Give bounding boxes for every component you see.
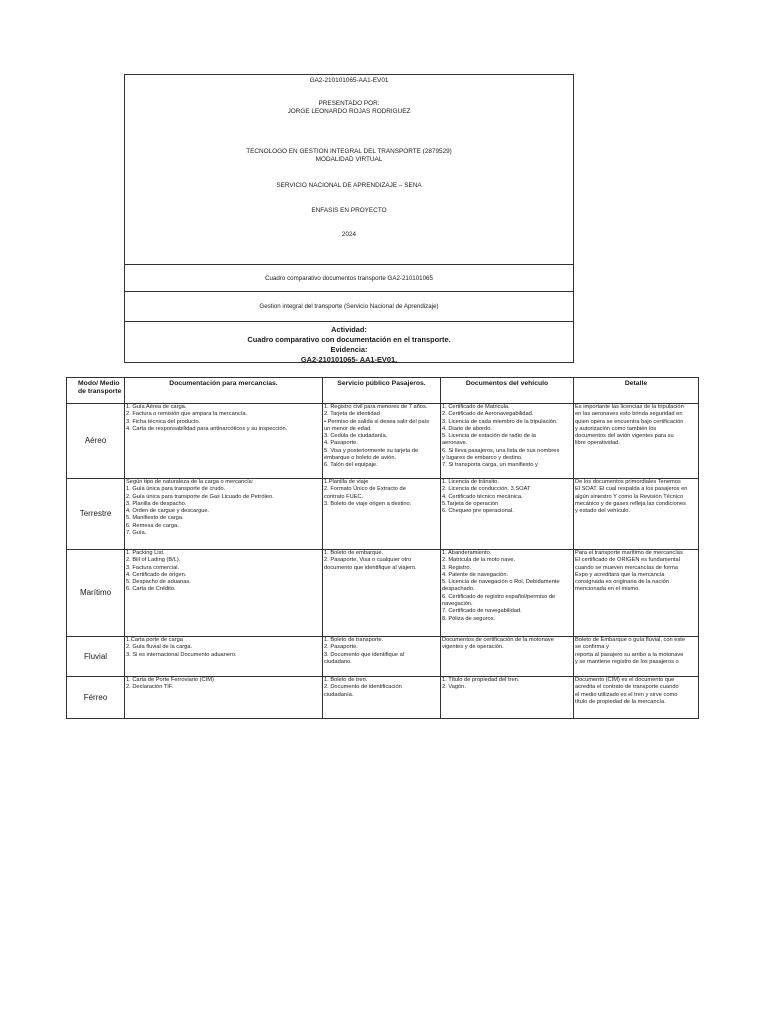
header-goods-docs: Documentación para mercancías. (125, 378, 323, 404)
cell-line: se confirma y (575, 644, 609, 651)
cell-line: 3. Registro. (442, 564, 472, 571)
cell-line: 1.Planilla de viaje (324, 479, 369, 485)
cell-line: 5.Tarjeta de operación (442, 500, 499, 507)
activity-text: Cuadro comparativo con documentación en el transporte. (247, 335, 451, 344)
detail-cell (574, 637, 699, 677)
cell-line: 4. Carta de responsabilidad para antinarcóticos y su inspección. (126, 425, 288, 432)
cell-line: 2. Bill of Lading (B/L). (126, 557, 181, 564)
cell-line: 2. Tarjeta de identidad (324, 411, 380, 418)
author-name: JORGE LEONARDO ROJAS RODRIGUEZ (287, 108, 411, 115)
detail-cell (574, 404, 699, 479)
cell-line: 7. Certificado de navegabilidad. (442, 608, 522, 615)
cell-line: ciudadanía. (324, 691, 354, 698)
detail-cell (574, 550, 699, 637)
cell-line: en las aeronaves esto brinda seguridad en (575, 411, 683, 418)
cell-line: contrato FUEC. (324, 493, 364, 500)
cell-line: 6. Si lleva pasajeros, una lista de sus nombres (442, 447, 560, 454)
cell-line: aeronave. (442, 440, 468, 447)
cell-line: 1. Guía Aérea de carga. (126, 404, 187, 410)
cell-line: 4. Diario de abordo. (442, 425, 492, 432)
cell-line: reporta al pasajero su arribo a la motonave (575, 651, 684, 658)
cell-line: 2. Pasaporte, Visa o cualquier otro (324, 557, 412, 564)
cell-line: 1. Packing List. (126, 550, 165, 556)
cell-line: Boleto de Embarque o guía fluvial, con este (575, 637, 686, 643)
transport-mode-cell: Fluvial (67, 637, 125, 677)
cell-line: 6. Remesa de carga. (126, 522, 179, 529)
table-body (67, 404, 699, 719)
cell-line: 3. Licencia de cada miembro de la tripulación. (442, 418, 558, 425)
cell-line: Expo y acreditara que la mercancía (575, 571, 665, 578)
cell-line: 5. Visa y posteriormente su tarjeta de (324, 447, 419, 454)
cell-line: 1. Abanderamiento. (442, 550, 492, 556)
cell-line: 1. Guía única para transporte de crudo. (126, 486, 226, 493)
cell-line: Es importante las licencias de la tripulación (575, 404, 684, 410)
cell-line: y se mantiene registro de los pasajeros o (575, 658, 679, 665)
table-header-row (67, 378, 699, 404)
goods-docs-cell (125, 677, 323, 719)
goods-docs-cell (125, 479, 323, 550)
cell-line: 4. Certificado técnico mecánica. (442, 493, 523, 500)
cell-line: quien opera se encuentra bajo certificación (575, 418, 684, 425)
cover-block (124, 74, 574, 363)
passenger-docs-cell (323, 637, 441, 677)
cell-line: 2. Certificado de Aeronavegabilidad. (442, 411, 534, 418)
cell-line: 1. Título de propiedad del tren. (442, 677, 520, 683)
cover-main (125, 75, 573, 265)
cell-line: 4. Certificado de origen. (126, 571, 187, 578)
institution: SERVICIO NACIONAL DE APRENDIZAJE – SENA (276, 182, 422, 189)
header-vehicle-docs: Documentos del vehículo (441, 378, 574, 404)
cell-line: 2. Guía fluvial de la carga. (126, 644, 193, 651)
header-mode: Modo/ Medio de transporte (67, 378, 125, 404)
transport-mode-cell: Aéreo (67, 404, 125, 479)
cell-line: 4. Patente de navegación. (442, 571, 509, 578)
goods-docs-cell (125, 637, 323, 677)
evidence-label: Evidencia: (330, 345, 368, 354)
cell-line: 2. Guía única para transporte de Gas Licuado de Petróleo. (126, 493, 274, 500)
cell-line: 1. Certificado de Matricula. (442, 404, 510, 410)
evidence-code: GA2-210101065- AA1-EV01. (300, 355, 398, 364)
cell-line: Documento (CIM) es el documento que (575, 677, 675, 683)
cell-line: consignada es originaria de la nación (575, 579, 669, 586)
vehicle-docs-cell (441, 479, 574, 550)
cell-line: el medio utilizado es el tren y sirve como (575, 691, 678, 698)
cell-line: El certificado de ORIGEN es fundamental (575, 557, 680, 564)
cell-line: 3. Planilla de despacho. (126, 500, 187, 507)
cell-line: 1. Boleto de tren. (324, 677, 368, 683)
cell-line: y estado del vehículo. (575, 508, 631, 515)
cell-line: 6. Talón del equipaje. (324, 462, 378, 469)
header-detail: Detalle (574, 378, 699, 404)
cell-line: 1. Registro civil para menores de 7 años. (324, 404, 428, 410)
cell-line: 6. Certificado de registro español/permiso de (442, 593, 556, 600)
cover-row-activity (125, 322, 573, 362)
emphasis: ENFASIS EN PROYECTO (311, 207, 387, 214)
cell-line: y autorización como también los (575, 425, 657, 432)
cell-line: 4. Orden de cargue y descargue. (126, 508, 210, 515)
vehicle-docs-cell (441, 637, 574, 677)
cell-line: 2. Matricula de la moto nave. (442, 557, 516, 564)
cell-line: 7. Si transporta carga, un manifiesto y (442, 462, 538, 469)
goods-docs-cell (125, 404, 323, 479)
vehicle-docs-cell (441, 404, 574, 479)
cell-line: despachado. (442, 586, 475, 593)
cell-line: título de propiedad de la mercancía. (575, 698, 666, 705)
passenger-docs-cell (323, 677, 441, 719)
cell-line: 1. Boleto de transporte. (324, 637, 384, 643)
cell-line: acredita el contrato de transporte cuando (575, 684, 679, 691)
cell-line: 3. Cedula de ciudadanía. (324, 433, 388, 440)
detail-cell (574, 479, 699, 550)
table-row (67, 404, 699, 479)
cell-line: algún siniestro Y como la Revisión Técnico (575, 493, 684, 500)
cell-line: documentos del avión vigentes para su (575, 433, 674, 440)
goods-docs-cell (125, 550, 323, 637)
cell-line: 3. Ficha técnica del producto. (126, 418, 201, 425)
cell-line: 3. Boleto de viaje origen a destino. (324, 500, 412, 507)
cell-line: 2. Formato Único de Extracto de (324, 486, 406, 493)
cell-line: documento que identifique al viajero. (324, 564, 417, 571)
cell-line: 2. Vagón. (442, 684, 466, 691)
cell-line: 2. Declaración TIF. (126, 684, 174, 691)
cell-line: 5. Despacho de aduanas. (126, 579, 191, 586)
table-row (67, 479, 699, 550)
cell-line: Documentos de certificación de la motonave (442, 637, 554, 643)
transport-mode-cell: Marítimo (67, 550, 125, 637)
comparison-table (66, 377, 699, 719)
cell-line: navegación. (442, 601, 473, 608)
cell-line: 5. Manifiesto de carga. (126, 515, 184, 522)
cell-line: 2. Pasaporte. (324, 644, 358, 651)
header-passenger-service: Servicio público Pasajeros. (323, 378, 441, 404)
table-row (67, 637, 699, 677)
passenger-docs-cell (323, 479, 441, 550)
cell-line: cuando se mueven mercancías de forma (575, 564, 679, 571)
program-name: TECNOLOGO EN GESTION INTEGRAL DEL TRANSPORTE (2879529) (246, 148, 452, 155)
table-row (67, 677, 699, 719)
cell-line: 7. Guía. (126, 530, 147, 537)
cell-line: 1. Licencia de tránsito. (442, 479, 499, 485)
passenger-docs-cell (323, 404, 441, 479)
cell-line: un menor de edad. (324, 425, 372, 432)
cell-line: embarque o boleto de avión. (324, 455, 397, 462)
cell-line: 8. Póliza de seguros. (442, 615, 496, 622)
passenger-docs-cell (323, 550, 441, 637)
cell-line: • Permiso de salida si desea salir del país (324, 418, 430, 425)
cell-line: 4. Pasaporte. (324, 440, 358, 447)
cell-line: 3. Factura comercial. (126, 564, 180, 571)
cell-line: De los documentos primordiales Tenemos (575, 479, 681, 485)
cell-line: ciudadano. (324, 658, 352, 665)
cell-line: 2. Documento de identificación (324, 684, 402, 691)
cell-line: 5. Licencia de estación de radio de la (442, 433, 536, 440)
cell-line: 1.Carta porte de carga (126, 637, 183, 643)
detail-cell (574, 677, 699, 719)
cell-line: Para el transporte marítimo de mercancías (575, 550, 683, 556)
cell-line: mencionada en el mismo. (575, 586, 640, 593)
year: 2024 (341, 231, 357, 238)
cover-row-course: Gestion integral del transporte (Servicio Nacional de Aprendizaje) (125, 292, 573, 322)
cell-line: El SOAT. El cual respalda a los pasajeros en (575, 486, 688, 493)
cell-line: 5. Licencia de navegación o Rol, Debidamente (442, 579, 560, 586)
cell-line: y lugares de embarco y destino. (442, 455, 523, 462)
transport-mode-cell: Terrestre (67, 479, 125, 550)
presented-by-label: PRESENTADO POR: (318, 100, 380, 107)
cell-line: 1. Boleto de embarque. (324, 550, 384, 556)
modality: MODALIDAD VIRTUAL (315, 156, 383, 163)
table-row (67, 550, 699, 637)
cell-line: libre operatividad. (575, 440, 620, 447)
cover-row-title: Cuadro comparativo documentos transporte GA2-210101065 (125, 265, 573, 292)
cell-line: vigentes y de operación. (442, 644, 504, 651)
cell-line: 3. Documento que identifique al (324, 651, 404, 658)
cell-line: 6. Chequeo pre operacional. (442, 508, 514, 515)
activity-label: Actividad: (331, 325, 367, 334)
cell-line: 2. Licencia de conducción. 3.SOAT (442, 486, 531, 493)
cell-line: 2. Factura o remisión que ampara la mercancía. (126, 411, 248, 418)
vehicle-docs-cell (441, 550, 574, 637)
cell-line: 3. Si es internacional Documento aduanero. (126, 651, 237, 658)
cell-line: mecánico y de gases refleja las condiciones (575, 500, 686, 507)
cell-line: 6. Carta de Crédito. (126, 586, 176, 593)
cover-code: GA2-210101065-AA1-EV01 (309, 77, 389, 84)
cell-line: Según tipo de naturaleza de la carga o mercancía: (126, 479, 254, 485)
cell-line: 1. Carta de Porte Ferroviario (CIM) (126, 677, 214, 683)
vehicle-docs-cell (441, 677, 574, 719)
transport-mode-cell: Férreo (67, 677, 125, 719)
